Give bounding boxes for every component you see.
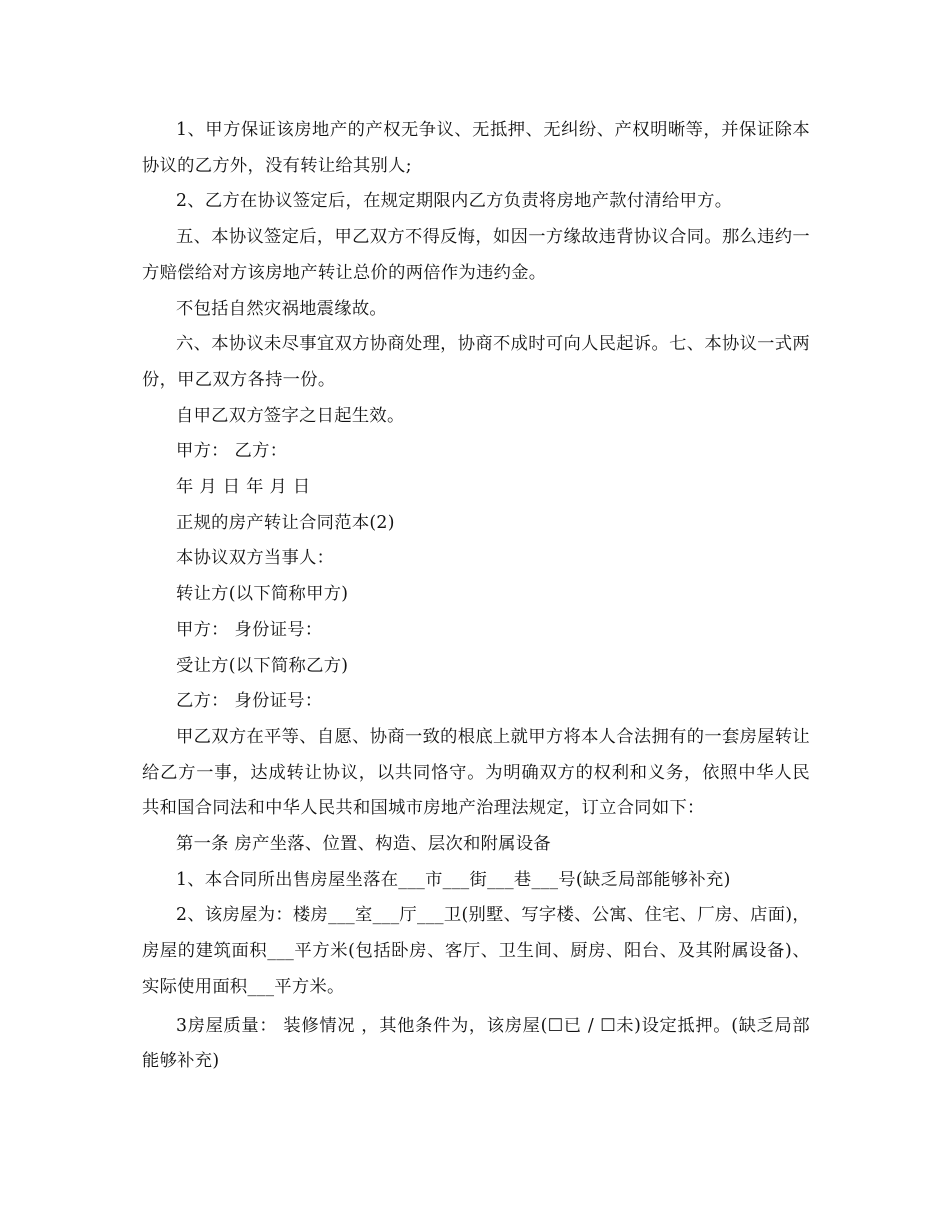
transferee-label: 受让方(以下简称乙方) xyxy=(176,655,349,676)
article-one-title: 第一条 房产坐落、位置、构造、层次和附属设备 xyxy=(176,834,552,855)
parties-heading: 本协议双方当事人： xyxy=(176,548,335,569)
article-one-quality: 3房屋质量： 装修情况 ，其他条件为，该房屋(☐已 / ☐未)设定抵押。(缺乏局部能够补充) xyxy=(142,1015,810,1072)
transferor-label: 转让方(以下简称甲方) xyxy=(176,584,349,605)
paragraph-guarantee-title: 1、甲方保证该房地产的产权无争议、无抵押、无纠纷、产权明晰等，并保证除本协议的乙方外，没有转让给其别人; xyxy=(142,120,810,176)
section-title: 正规的房产转让合同范本(2) xyxy=(176,512,395,533)
article-one-location: 1、本合同所出售房屋坐落在___市___街___巷___号(缺乏局部能够补充) xyxy=(176,869,731,890)
paragraph-payment: 2、乙方在协议签定后，在规定期限内乙方负责将房地产款付清给甲方。 xyxy=(176,191,733,212)
party-a-id-line: 甲方： 身份证号： xyxy=(176,619,323,640)
paragraph-effective: 自甲乙双方签字之日起生效。 xyxy=(176,405,405,426)
paragraph-agreement-basis: 甲乙双方在平等、自愿、协商一致的根底上就甲方将本人合法拥有的一套房屋转让给乙方一事，达成转让协议，以共同恪守。为明确双方的权利和义务，依照中华人民共和国合同法和中华人民共和国城市房地产治理法规定，订立合同如下： xyxy=(142,726,810,819)
signature-date-line: 年 月 日 年 月 日 xyxy=(176,477,311,498)
party-b-id-line: 乙方： 身份证号： xyxy=(176,691,323,712)
signature-parties-line: 甲方： 乙方： xyxy=(176,441,288,462)
paragraph-breach: 五、本协议签定后，甲乙双方不得反悔，如因一方缘故违背协议合同。那么违约一方赔偿给对方该房地产转让总价的两倍作为违约金。 xyxy=(142,227,810,283)
document-body xyxy=(142,113,810,1080)
paragraph-dispute-and-copies: 六、本协议未尽事宜双方协商处理，协商不成时可向人民起诉。七、本协议一式两份，甲乙双方各持一份。 xyxy=(142,334,810,390)
article-one-house-type: 2、该房屋为：楼房___室___厅___卫(别墅、写字楼、公寓、住宅、厂房、店面)，房屋的建筑面积___平方米(包括卧房、客厅、卫生间、厨房、阳台、及其附属设备)、实际使用面积___平方米。 xyxy=(142,905,810,997)
paragraph-force-majeure: 不包括自然灾祸地震缘故。 xyxy=(176,298,387,319)
